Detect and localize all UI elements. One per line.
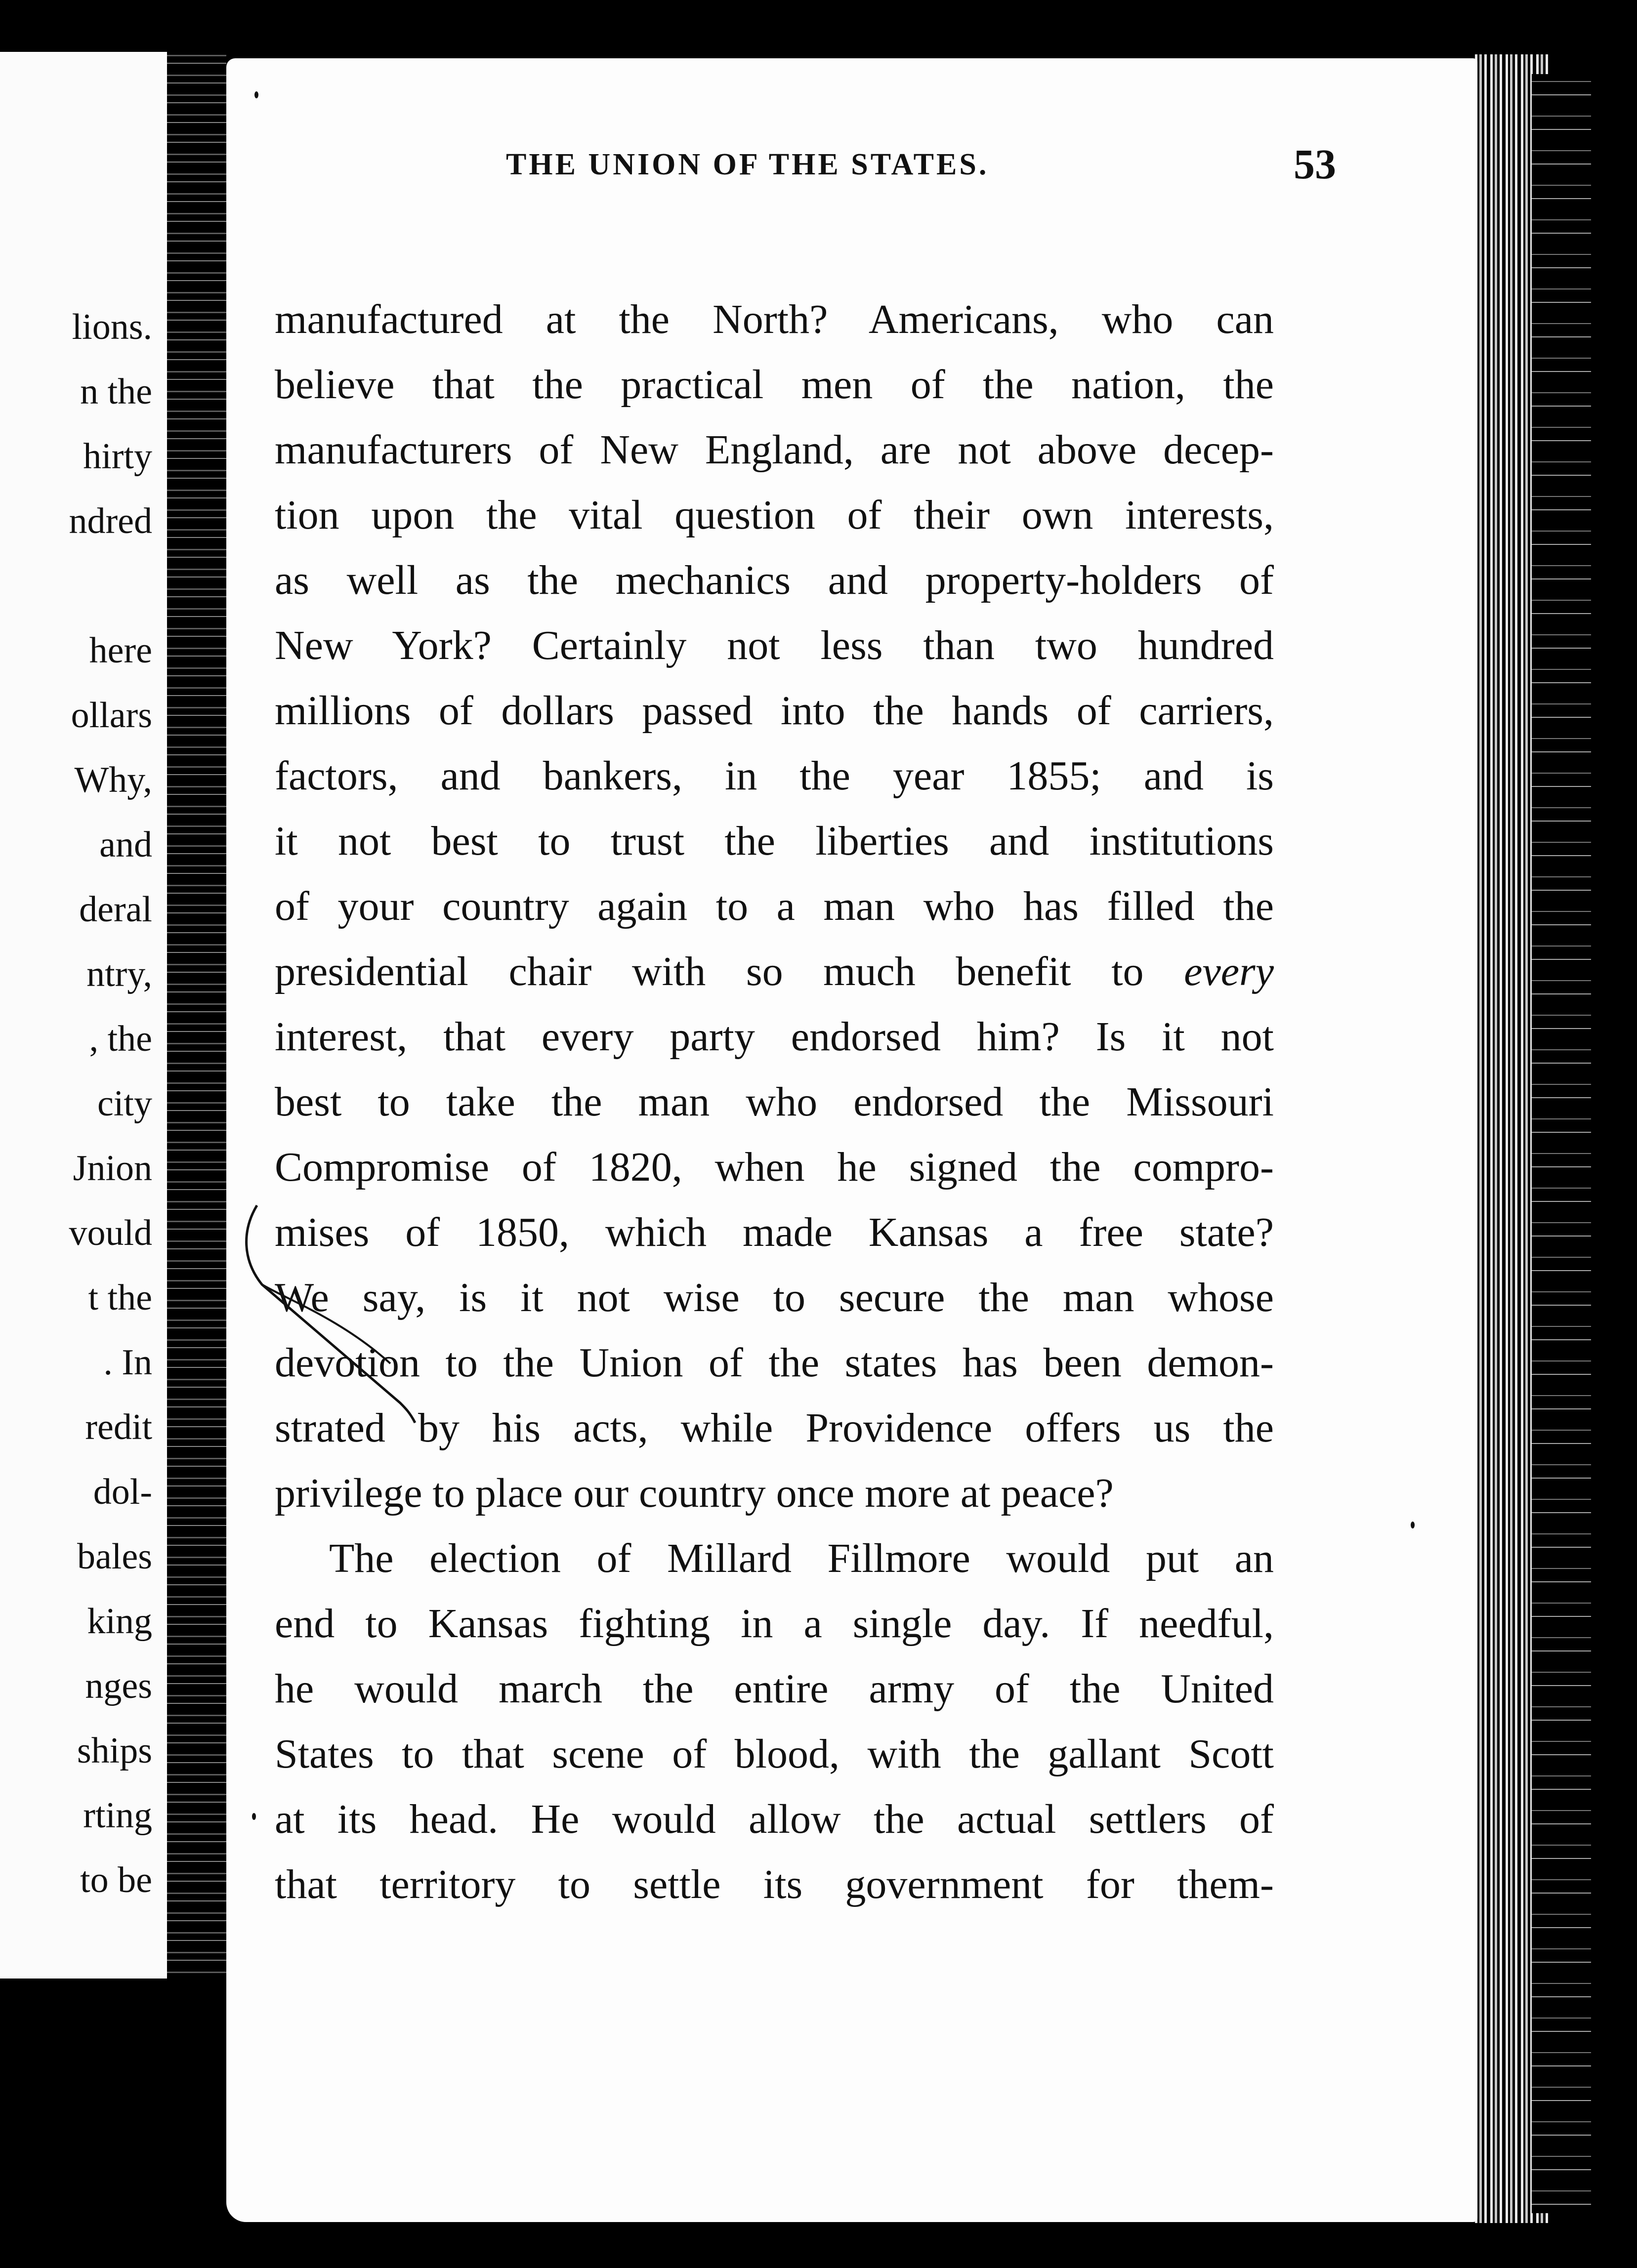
left-page-fragment: and — [99, 825, 152, 865]
text-line: at its head. He would allow the actual settlers of — [275, 1796, 1274, 1842]
scan-speck — [254, 91, 258, 98]
left-page-fragment: . In — [103, 1342, 152, 1383]
text-line: believe that the practical men of the nation, the — [275, 362, 1274, 408]
left-page-fragment: Jnion — [73, 1148, 152, 1189]
text-line: mises of 1850, which made Kansas a free state? — [275, 1209, 1274, 1255]
text-line-with-italic — [275, 948, 1274, 1016]
running-title: THE UNION OF THE STATES. — [506, 148, 989, 181]
text-line: as well as the mechanics and property-holders of — [275, 557, 1274, 603]
left-page-fragment: lions. — [72, 307, 152, 347]
text-line: devotion to the Union of the states has been demon- — [275, 1340, 1274, 1386]
text-line: We say, is it not wise to secure the man whose — [275, 1275, 1274, 1320]
scan-speck — [252, 1813, 256, 1820]
left-page-fragment: redit — [85, 1407, 152, 1447]
left-page-fragment: city — [97, 1083, 152, 1124]
text-line: Compromise of 1820, when he signed the compro- — [275, 1144, 1274, 1190]
left-page-fragment: deral — [79, 889, 152, 930]
left-page-fragment: vould — [69, 1213, 152, 1253]
text-line: factors, and bankers, in the year 1855; and is — [275, 753, 1274, 799]
left-page-fragment: Why, — [74, 760, 152, 800]
left-page-fragment: ships — [77, 1731, 152, 1771]
running-header — [279, 142, 1336, 202]
page-number: 53 — [1294, 140, 1336, 188]
book-spine-edge — [1532, 74, 1591, 2213]
body-text — [275, 296, 1274, 1929]
text-line: strated by his acts, while Providence offers us the — [275, 1405, 1274, 1451]
left-page-fragment: king — [87, 1601, 152, 1642]
left-page-fragment: ollars — [71, 695, 152, 736]
left-page-fragment: hirty — [83, 436, 152, 477]
left-page-fragment: ntry, — [86, 954, 152, 994]
text-line: New York? Certainly not less than two hundred — [275, 622, 1274, 668]
text-line: best to take the man who endorsed the Missouri — [275, 1079, 1274, 1125]
left-page-fragment: , the — [89, 1019, 152, 1059]
left-page-fragment: here — [89, 630, 152, 671]
page-gutter — [167, 52, 226, 1979]
text-line: manufacturers of New England, are not above decep- — [275, 427, 1274, 473]
left-page-fragment: t the — [88, 1278, 152, 1318]
left-page-fragment: dol- — [93, 1472, 152, 1512]
left-page-fragment: nges — [85, 1666, 152, 1706]
text-line: that territory to settle its government for them- — [275, 1861, 1274, 1907]
left-page-fragment: rting — [83, 1795, 152, 1836]
text-line: of your country again to a man who has filled the — [275, 883, 1274, 929]
paragraph-end-line: privilege to place our country once more at peace? — [275, 1470, 1114, 1516]
text-line: manufactured at the North? Americans, who can — [275, 296, 1274, 342]
left-page-fragment: n the — [80, 371, 152, 412]
left-page-fragment: to be — [80, 1860, 152, 1900]
text-line: end to Kansas fighting in a single day. If needful, — [275, 1601, 1274, 1647]
paragraph-start-line: The election of Millard Fillmore would put an — [329, 1535, 1274, 1581]
pen-bracket-mark — [242, 1200, 499, 1457]
text-line: States to that scene of blood, with the gallant Scott — [275, 1731, 1274, 1777]
previous-page — [0, 52, 178, 1979]
text-line: millions of dollars passed into the hands of carriers, — [275, 688, 1274, 734]
left-page-fragment: bales — [77, 1536, 152, 1577]
italic-word: every — [1184, 948, 1274, 994]
text-line: interest, that every party endorsed him? Is it not — [275, 1014, 1274, 1060]
left-page-fragment: ndred — [69, 501, 152, 541]
text-line: it not best to trust the liberties and institutions — [275, 818, 1274, 864]
text-line: he would march the entire army of the United — [275, 1666, 1274, 1712]
scan-speck — [1411, 1522, 1415, 1528]
text-line: tion upon the vital question of their own interests, — [275, 492, 1274, 538]
text-line-start: presidential chair with so much benefit to — [275, 948, 1144, 994]
